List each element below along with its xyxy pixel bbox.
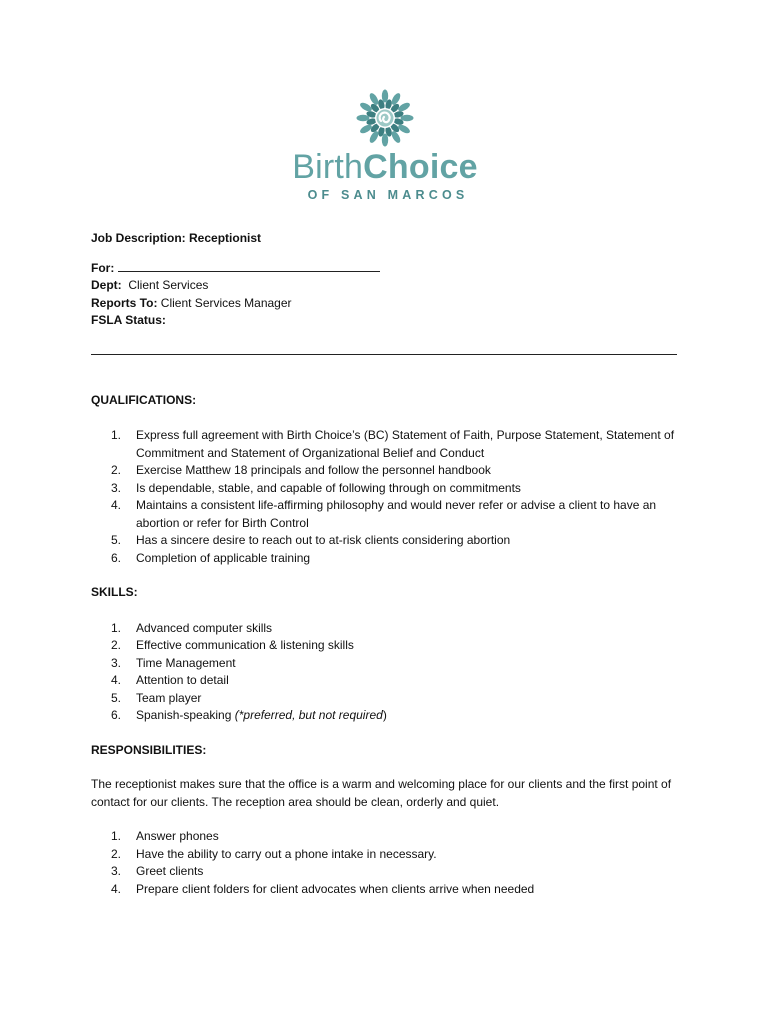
list-item-text: Spanish-speaking [136,708,235,722]
logo-word-bold: Choice [363,148,478,186]
list-item [91,550,681,568]
list-item [91,846,681,864]
dept-value: Client Services [128,278,209,292]
logo-word-light: Birth [292,148,364,186]
list-number: 5. [111,533,122,547]
list-number: 1. [111,428,122,442]
list-number: 4. [111,673,122,687]
list-item-text: Advanced computer skills [136,620,273,635]
logo-wordmark [0,148,770,186]
list-item-note-close: ) [382,708,387,722]
dept-label: Dept: [91,278,122,292]
for-blank-field [118,260,380,272]
list-number: 1. [111,829,122,843]
page-title: Job Description: Receptionist [91,231,262,245]
list-number: 2. [111,846,122,861]
responsibilities-heading: RESPONSIBILITIES: [91,742,207,757]
list-item [91,707,681,725]
qualifications-heading: QUALIFICATIONS: [91,392,197,407]
logo [0,88,770,202]
list-item-text: Completion of applicable training [136,550,311,565]
list-item [91,828,681,846]
list-number: 5. [111,690,122,705]
list-item [91,427,681,462]
divider [91,354,677,355]
list-item-text: Is dependable, stable, and capable of following through on commitments [136,480,521,495]
reports-label: Reports To: [91,295,158,310]
dept-line [91,277,681,295]
list-item [91,690,681,708]
responsibilities-list [91,828,681,898]
list-item [91,655,681,673]
list-number: 6. [111,550,122,565]
fsla-label: FSLA Status: [91,313,166,327]
list-item-text: Has a sincere desire to reach out to at-risk clients considering abortion [136,533,511,547]
list-item-text: Greet clients [136,864,204,878]
fsla-line [91,312,681,330]
list-item [91,637,681,655]
reports-line [91,295,681,313]
document-body [91,230,681,898]
list-number: 6. [111,708,122,722]
list-item-text: Have the ability to carry out a phone intake in necessary. [136,846,437,861]
list-item-text: Team player [136,690,202,705]
list-item-text: Prepare client folders for client advocates when clients arrive when needed [136,881,535,896]
list-item [91,532,681,550]
list-number: 2. [111,638,122,652]
list-item [91,480,681,498]
list-item-text: Attention to detail [136,673,229,687]
list-item [91,881,681,899]
responsibilities-intro: The receptionist makes sure that the office is a warm and welcoming place for our clients and the first point of contact for our clients. The reception area should be clean, orderly and quiet. [91,777,672,809]
skills-heading: SKILLS: [91,585,138,599]
logo-subtitle: OF SAN MARCOS [307,188,469,202]
qualifications-list [91,427,681,567]
list-number: 3. [111,655,122,670]
list-item-text: Exercise Matthew 18 principals and follow the personnel handbook [136,463,491,477]
list-item [91,462,681,480]
flower-swirl-icon [355,88,415,148]
reports-value: Client Services Manager [160,295,292,310]
for-label: For: [91,260,115,275]
list-item-text: Express full agreement with Birth Choice’s (BC) Statement of Faith, Purpose Statement, Statement of Commitment and Statement of Organizational Belief and Conduct [136,428,675,460]
list-item-text: Time Management [136,655,236,670]
list-item [91,497,681,532]
list-item-text: Maintains a consistent life-affirming philosophy and would never refer or advise a client to have an abortion or refer for Birth Control [136,498,657,530]
list-item-text: Answer phones [136,829,219,843]
list-number: 3. [111,480,122,495]
skills-list [91,620,681,725]
list-item-note: (*preferred, but not required [234,708,383,722]
list-number: 2. [111,463,122,477]
list-item-text: Effective communication & listening skills [136,638,354,652]
list-number: 4. [111,498,122,512]
list-number: 1. [111,620,122,635]
list-item [91,672,681,690]
list-number: 3. [111,864,122,878]
list-item [91,863,681,881]
list-number: 4. [111,881,122,896]
list-item [91,620,681,638]
for-line [91,260,681,278]
